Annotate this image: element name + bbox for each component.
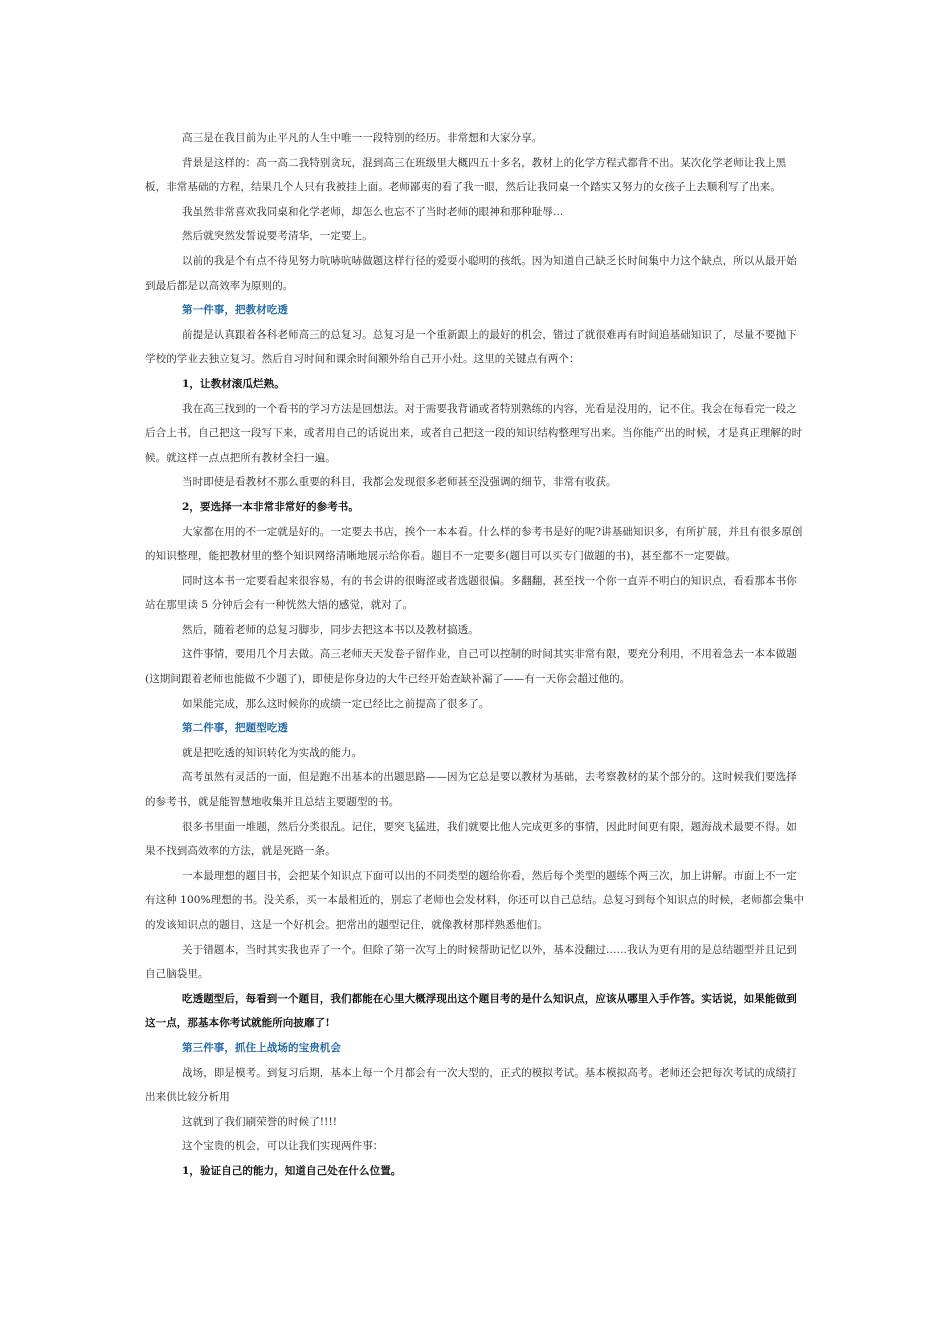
paragraph: 背景是这样的：高一高二我特别贪玩，混到高三在班级里大概四五十多名，教材上的化学方程式都背不出。某次化学老师让我上黑板，非常基础的方程，结果几个人只有我被挂上面。老师鄙夷的看了我一眼，然后让我同桌一个踏实又努力的女孩子上去顺利写了出来。	[145, 156, 787, 194]
paragraph: 一本最理想的题目书，会把某个知识点下面可以出的不同类型的题给你看，然后每个类型的题练个两三次，加上讲解。市面上不一定有这种 100%理想的书。没关系，买一本最相近的，别忘了老师也会发材料，你还可以自己总结。总复习到每个知识点的时候，老师都会集中的发该知识点的题目，这是一个好机会。把常出的题型记住，就像教材那样熟悉他们。	[145, 869, 805, 931]
bold-emphasis-paragraph: 吃透题型后，每看到一个题目，我们都能在心里大概浮现出这个题目考的是什么知识点，应该从哪里入手作答。实话说，如果能做到这一点，那基本你考试就能所向披靡了!	[145, 992, 797, 1030]
paragraph: 同时这本书一定要看起来很容易，有的书会讲的很晦涩或者选题很偏。多翻翻，甚至找一个你一直弄不明白的知识点，看看那本书你站在那里读 5 分钟后会有一种恍然大悟的感觉，就对了。	[145, 574, 797, 612]
paragraph: 以前的我是个有点不待见努力吭哧吭哧做题这样行径的爱耍小聪明的孩纸。因为知道自己缺乏长时间集中力这个缺点，所以从最开始到最后都是以高效率为原则的。	[145, 254, 797, 292]
paragraph: 这个宝贵的机会，可以让我们实现两件事：	[182, 1140, 384, 1153]
paragraph: 然后，随着老师的总复习脚步，同步去把这本书以及教材搞透。	[182, 623, 479, 636]
paragraph: 前提是认真跟着各科老师高三的总复习。总复习是一个重新跟上的最好的机会，错过了就很难再有时间追基础知识了，尽量不要抛下学校的学业去独立复习。然后自习时间和课余时间额外给自己开小灶。这里的关键点有两个：	[145, 328, 797, 366]
bold-subheading: 1，让教材滚瓜烂熟。	[182, 377, 285, 390]
paragraph: 这件事情，要用几个月去做。高三老师天天发卷子留作业，自己可以控制的时间其实非常有限，要充分利用，不用着急去一本本做题(这期间跟着老师也能做不少题了)，即使是你身边的大牛已经开始查缺补漏了——有一天你会超过他的。	[145, 648, 797, 686]
paragraph: 关于错题本，当时其实我也弄了一个。但除了第一次写上的时候帮助记忆以外，基本没翻过……我认为更有用的是总结题型并且记到自己脑袋里。	[145, 943, 797, 981]
paragraph: 高三是在我目前为止平凡的人生中唯一一段特别的经历。非常想和大家分享。	[182, 132, 543, 144]
paragraph: 很多书里面一堆题，然后分类很乱。记住，要突飞猛进，我们就要比他人完成更多的事情，因此时间更有限，题海战术最要不得。如果不找到高效率的方法，就是死路一条。	[145, 820, 797, 858]
section-heading-3: 第三件事，抓住上战场的宝贵机会	[182, 1041, 341, 1054]
paragraph: 就是把吃透的知识转化为实战的能力。	[182, 746, 363, 759]
paragraph: 我在高三找到的一个看书的学习方法是回想法。对于需要我背诵或者特别熟练的内容，光看是没用的，记不住。我会在每看完一段之后合上书，自己把这一段写下来，或者用自己的话说出来，或者自己把这一段的知识结构整理写出来。当你能产出的时候，才是真正理解的时候。就这样一点点把所有教材全扫一遍。	[145, 402, 803, 464]
section-heading-1: 第一件事，把教材吃透	[182, 304, 288, 317]
article-body	[145, 126, 805, 1184]
paragraph: 当时即使是看教材不那么重要的科目，我都会发现很多老师甚至没强调的细节，非常有收获。	[182, 476, 617, 489]
bold-subheading: 2，要选择一本非常非常好的参考书。	[182, 500, 360, 513]
paragraph: 大家都在用的不一定就是好的。一定要去书店，挨个一本本看。什么样的参考书是好的呢?讲基础知识多，有所扩展，并且有很多原创的知识整理，能把教材里的整个知识网络清晰地展示给你看。题目不一定要多(题目可以买专门做题的书)，甚至都不一定要做。	[145, 525, 803, 563]
paragraph: 然后就突然发誓说要考清华，一定要上。	[182, 230, 373, 243]
paragraph: 我虽然非常喜欢我同桌和化学老师，却怎么也忘不了当时老师的眼神和那种耻辱...	[182, 205, 564, 218]
bold-subheading: 1，验证自己的能力，知道自己处在什么位置。	[182, 1164, 402, 1177]
paragraph: 如果能完成，那么这时候你的成绩一定已经比之前提高了很多了。	[182, 697, 490, 710]
section-heading-2: 第二件事，把题型吃透	[182, 722, 288, 735]
paragraph: 战场，即是模考。到复习后期，基本上每一个月都会有一次大型的，正式的模拟考试。基本模拟高考。老师还会把每次考试的成绩打出来供比较分析用	[145, 1066, 797, 1104]
paragraph: 高考虽然有灵活的一面，但是跑不出基本的出题思路——因为它总是要以教材为基础，去考察教材的某个部分的。这时候我们要选择的参考书，就是能智慧地收集并且总结主要题型的书。	[145, 771, 797, 809]
paragraph: 这就到了我们刷荣誉的时候了!!!!	[182, 1115, 338, 1128]
